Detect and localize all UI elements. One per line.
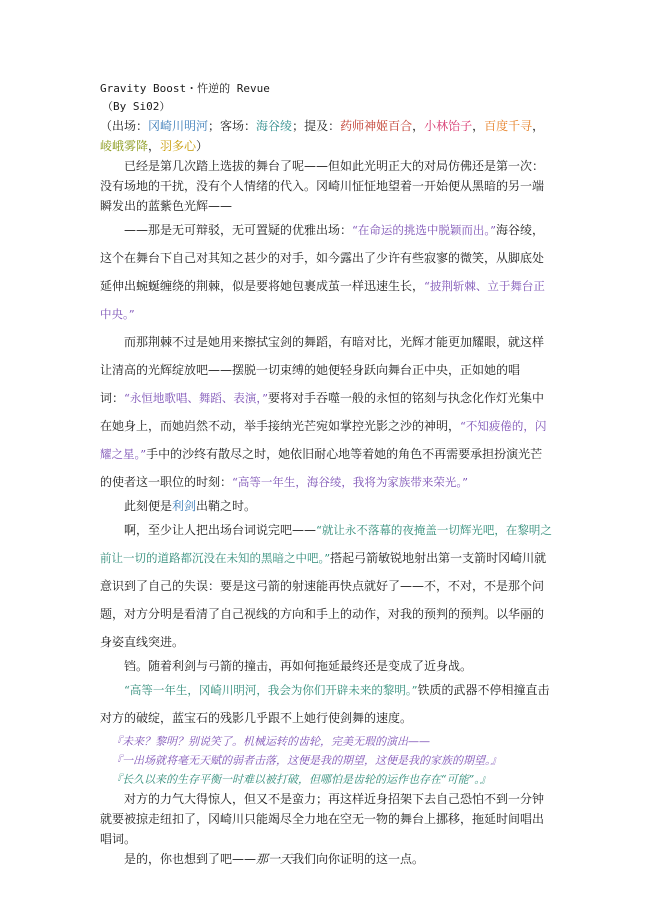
paragraph-6: 铛。随着利剑与弓箭的撞击，再如何拖延最终还是变成了近身战。: [124, 659, 473, 673]
narration: 出鞘之时。: [196, 499, 257, 513]
cast-sep: ，: [532, 119, 545, 133]
narration: 搭起弓箭敏锐地射出第一支箭时冈崎川就意识到了自己的失误：要是这弓箭的射速能再快点就好了——不，不对，不是那个问题，对方分明是看清了自己视线的方向和手上的动作，对我的预判的预判。以华丽的身姿直线突进。: [100, 551, 547, 649]
narration: 铁质的武器不停相撞直击对方的破绽，蓝宝石的残影几乎跟不上她行使剑舞的速度。: [100, 683, 550, 725]
dialogue-quote: “永恒地歌唱、舞蹈、表演，”: [124, 391, 269, 405]
cast-close: ）: [196, 139, 209, 153]
paragraph-3: [100, 328, 552, 496]
document-body: [100, 80, 552, 869]
cast-sep: ；客场：: [208, 119, 257, 133]
cast-mention-name: 药师神姬百合: [340, 119, 413, 133]
narration: 是的，你也想到了吧——: [124, 852, 257, 866]
story-title: Gravity Boost・忤逆的 Revue: [100, 82, 270, 95]
narration: 我们向你证明的这一点。: [292, 852, 425, 866]
cast-open: （出场：: [100, 119, 149, 133]
paragraph-4: [100, 496, 552, 516]
paragraph-7: [100, 676, 552, 732]
highlighted-term: 利剑: [172, 499, 197, 513]
cast-sep: ，: [148, 139, 161, 153]
cast-mention-name: 崚峨雾降: [100, 139, 149, 153]
narration: 海谷绫，这个在舞台下自己对其知之甚少的对手，如今露出了少许有些寂寥的微笑，从脚底处延伸出蜿蜒缠绕的荆棘，似是要将她包裹成茧一样迅速生长，: [100, 223, 545, 293]
cast-mention-name: 小林饴子: [424, 119, 473, 133]
emphasized-text: 那一天: [256, 852, 293, 866]
song-line: 『未来？黎明？别说笑了。机械运转的齿轮，完美无瑕的演出——: [111, 735, 430, 748]
dialogue-quote: “高等一年生，冈崎川明河，我会为你们开辟未来的黎明。”: [124, 683, 418, 697]
song-line: 『长久以来的生存平衡一时难以被打破，但哪怕是齿轮的运作也存在“可能”。』: [111, 773, 491, 786]
cast-lead-name: 冈崎川明河: [148, 119, 209, 133]
paragraph-1: 已经是第几次踏上选拔的舞台了呢——但如此光明正大的对局仿佛还是第一次：没有场地的干扰，没有个人情绪的代入。冈崎川怔怔地望着一开始便从黑暗的另一端瞬发出的蓝紫色光辉——: [100, 159, 545, 213]
narration: 啊，至少让人把出场台词说完吧——: [124, 523, 317, 537]
cast-list: [100, 116, 552, 156]
narration: 此刻便是: [124, 499, 173, 513]
narration: ——那是无可辩驳，无可置疑的优雅出场：: [124, 223, 353, 237]
cast-mention-name: 羽多心: [160, 139, 197, 153]
cast-guest-name: 海谷绫: [256, 119, 293, 133]
paragraph-8: 对方的力气大得惊人，但又不是蛮力；再这样近身招架下去自己恐怕不到一分钟就要被掠走纽扣了，冈崎川只能竭尽全力地在空无一物的舞台上挪移，拖延时间唱出唱词。: [100, 792, 545, 846]
cast-sep: ，: [412, 119, 425, 133]
dialogue-quote: “高等一年生，海谷绫，我将为家族带来荣光。”: [232, 475, 469, 489]
dialogue-quote: “披荆斩棘、立于舞台正中央。”: [100, 279, 545, 321]
narration: 而那荆棘不过是她用来擦拭宝剑的舞蹈，有暗对比，光辉才能更加耀眼，就这样让清高的光辉绽放吧——摆脱一切束缚的她便轻身跃向舞台正中央，正如她的唱词：: [100, 335, 545, 405]
dialogue-quote: “在命运的挑选中脱颖而出。”: [352, 223, 497, 237]
cast-sep: ；提及：: [292, 119, 341, 133]
narration: 手中的沙终有散尽之时，她依旧耐心地等着她的角色不再需要承担扮演光芒的使者这一职位的时刻：: [100, 447, 543, 489]
dialogue-quote: “不知疲倦的，闪耀之星。”: [100, 419, 547, 461]
narration: 要将对手吞噬一般的永恒的铭刻与执念化作灯光集中在她身上，而她岿然不动，举手接纳光芒宛如掌控光影之沙的神明，: [100, 391, 545, 433]
dialogue-quote: “就让永不落幕的夜掩盖一切辉光吧，在黎明之前让一切的道路都沉没在未知的黑暗之中吧。”: [100, 523, 552, 565]
paragraph-2: [100, 216, 552, 328]
cast-mention-name: 百度千寻: [484, 119, 533, 133]
song-line: 『一出场就将毫无天赋的弱者击落，这便是我的期望，这便是我的家族的期望。』: [111, 754, 502, 767]
story-author: （By Si02）: [102, 100, 171, 113]
paragraph-5: [100, 516, 552, 656]
cast-sep: ，: [472, 119, 485, 133]
paragraph-9: [100, 849, 552, 869]
